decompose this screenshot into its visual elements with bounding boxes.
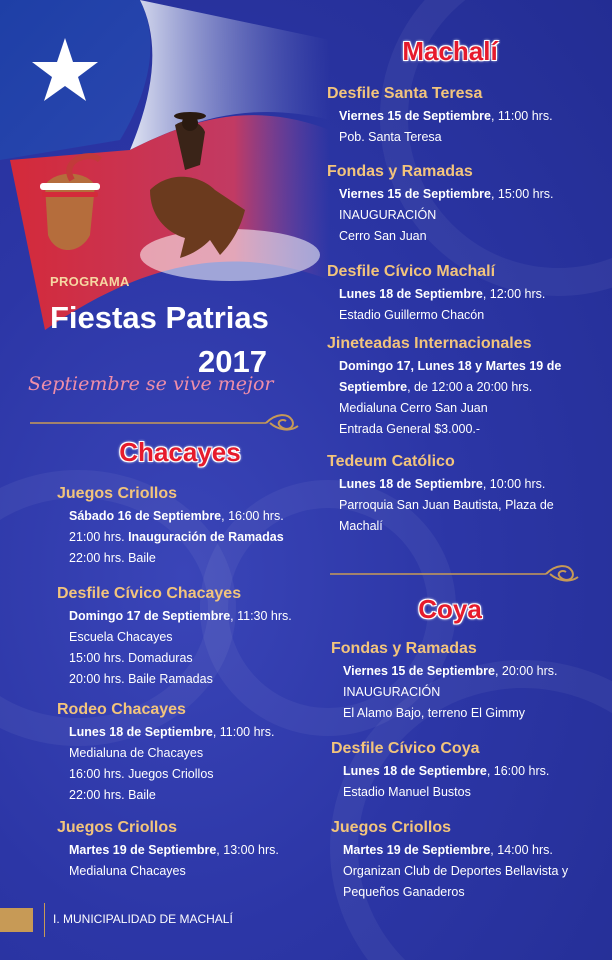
event-detail: , 15:00 hrs. [490,187,554,201]
event-detail: , 16:00 hrs. [486,764,550,778]
event-date: Lunes 18 de Septiembre [339,477,483,491]
event-detail: Machalí [339,519,383,533]
footer-accent-bar [0,908,33,932]
event-item [327,452,554,537]
event-date: Domingo 17, Lunes 18 y Martes 19 de [339,359,562,373]
event-detail: El Alamo Bajo, terreno El Gimmy [343,706,526,720]
poster-year: 2017 [198,344,267,379]
event-line [339,495,554,516]
event-line [69,764,274,785]
event-detail: Estadio Manuel Bustos [343,785,471,799]
event-detail: Medialuna Cerro San Juan [339,401,488,415]
event-item [331,818,568,903]
event-line [339,305,545,326]
event-line [339,377,561,398]
event-detail: 15:00 hrs. Domaduras [69,651,193,665]
event-line [339,516,554,537]
event-item [331,639,557,724]
event-date: Sábado 16 de Septiembre [69,509,222,523]
event-detail: INAUGURACIÓN [339,208,437,222]
event-line [69,669,292,690]
event-date: Martes 19 de Septiembre [343,843,491,857]
event-title: Juegos Criollos [57,485,178,502]
event-date: Lunes 18 de Septiembre [69,725,213,739]
event-detail: Medialuna Chacayes [69,864,186,878]
event-line [339,284,545,305]
event-line [343,703,557,724]
event-detail: Pequeños Ganaderos [343,885,465,899]
event-line [69,840,279,861]
event-item [57,700,274,806]
event-line [343,782,549,803]
event-title: Desfile Cívico Chacayes [57,585,242,602]
event-line [69,861,279,882]
event-detail: INAUGURACIÓN [343,685,441,699]
event-line [339,474,554,495]
event-line [69,527,284,548]
event-date: Viernes 15 de Septiembre [339,187,491,201]
footer-text: I. MUNICIPALIDAD DE MACHALÍ [53,912,233,926]
event-line [343,882,568,903]
event-date: Martes 19 de Septiembre [69,843,217,857]
slogan: Septiembre se vive mejor [28,373,274,395]
event-date: Inauguración de Ramadas [128,530,284,544]
event-detail: Organizan Club de Deportes Bellavista y [343,864,569,878]
event-line [339,127,553,148]
event-title: Desfile Cívico Coya [331,740,480,757]
section-title-chacayes: Chacayes [119,437,241,467]
event-title: Juegos Criollos [57,819,178,836]
event-line [69,627,292,648]
event-line [339,356,561,377]
event-line [69,722,274,743]
event-date: Lunes 18 de Septiembre [343,764,487,778]
event-detail: 16:00 hrs. Juegos Criollos [69,767,214,781]
event-title: Jineteadas Internacionales [327,335,532,352]
event-detail: , 12:00 hrs. [482,287,546,301]
event-line [69,785,274,806]
event-detail: , 14:00 hrs. [490,843,553,857]
event-line [69,648,292,669]
event-item [57,584,292,690]
event-date: Domingo 17 de Septiembre [69,609,231,623]
event-line [343,661,557,682]
ornament-divider [30,408,302,434]
event-detail: Estadio Guillermo Chacón [339,308,485,322]
event-detail: , 16:00 hrs. [221,509,284,523]
event-date: Septiembre [339,380,408,394]
event-detail: , de 12:00 a 20:00 hrs. [407,380,533,394]
event-title: Rodeo Chacayes [57,701,186,718]
event-detail: , 20:00 hrs. [494,664,558,678]
event-detail: , 10:00 hrs. [482,477,546,491]
event-line [69,548,284,569]
event-item [57,818,279,882]
event-line [343,682,557,703]
event-detail: 22:00 hrs. Baile [69,551,156,565]
event-detail: , 11:00 hrs. [490,109,553,123]
event-date: Viernes 15 de Septiembre [339,109,491,123]
event-item [327,84,553,148]
event-detail: Entrada General $3.000.- [339,422,481,436]
event-date: Viernes 15 de Septiembre [343,664,495,678]
event-line [343,840,568,861]
event-line [339,106,553,127]
event-line [339,398,561,419]
event-detail: Escuela Chacayes [69,630,173,644]
poster-title: Fiestas Patrias [50,300,269,335]
event-title: Desfile Cívico Machalí [327,263,496,280]
event-item [327,162,553,247]
event-line [339,419,561,440]
event-detail: , 11:30 hrs. [230,609,292,623]
event-date: Lunes 18 de Septiembre [339,287,483,301]
event-detail: Pob. Santa Teresa [339,130,442,144]
event-detail: 20:00 hrs. Baile Ramadas [69,672,213,686]
event-detail: Cerro San Juan [339,229,427,243]
event-detail: Parroquia San Juan Bautista, Plaza de [339,498,554,512]
section-title-coya: Coya [418,594,482,624]
event-line [69,506,284,527]
event-line-prefix: 21:00 hrs. [69,530,129,544]
event-title: Desfile Santa Teresa [327,85,483,102]
event-item [327,334,561,440]
event-line [339,184,553,205]
footer-divider [44,903,45,937]
event-title: Tedeum Católico [327,453,455,470]
event-line [343,861,568,882]
ornament-divider [330,562,582,586]
event-title: Fondas y Ramadas [327,163,473,180]
program-label: PROGRAMA [50,274,130,289]
event-detail: , 11:00 hrs. [212,725,275,739]
event-line [69,606,292,627]
event-line [343,761,549,782]
event-item [331,739,549,803]
event-detail: , 13:00 hrs. [216,843,279,857]
section-title-machali: Machalí [402,36,498,66]
event-title: Fondas y Ramadas [331,640,477,657]
event-title: Juegos Criollos [331,819,452,836]
event-line [69,743,274,764]
event-detail: 22:00 hrs. Baile [69,788,156,802]
event-item [57,484,284,569]
event-line [339,226,553,247]
event-detail: Medialuna de Chacayes [69,746,204,760]
event-line [339,205,553,226]
event-item [327,262,545,326]
